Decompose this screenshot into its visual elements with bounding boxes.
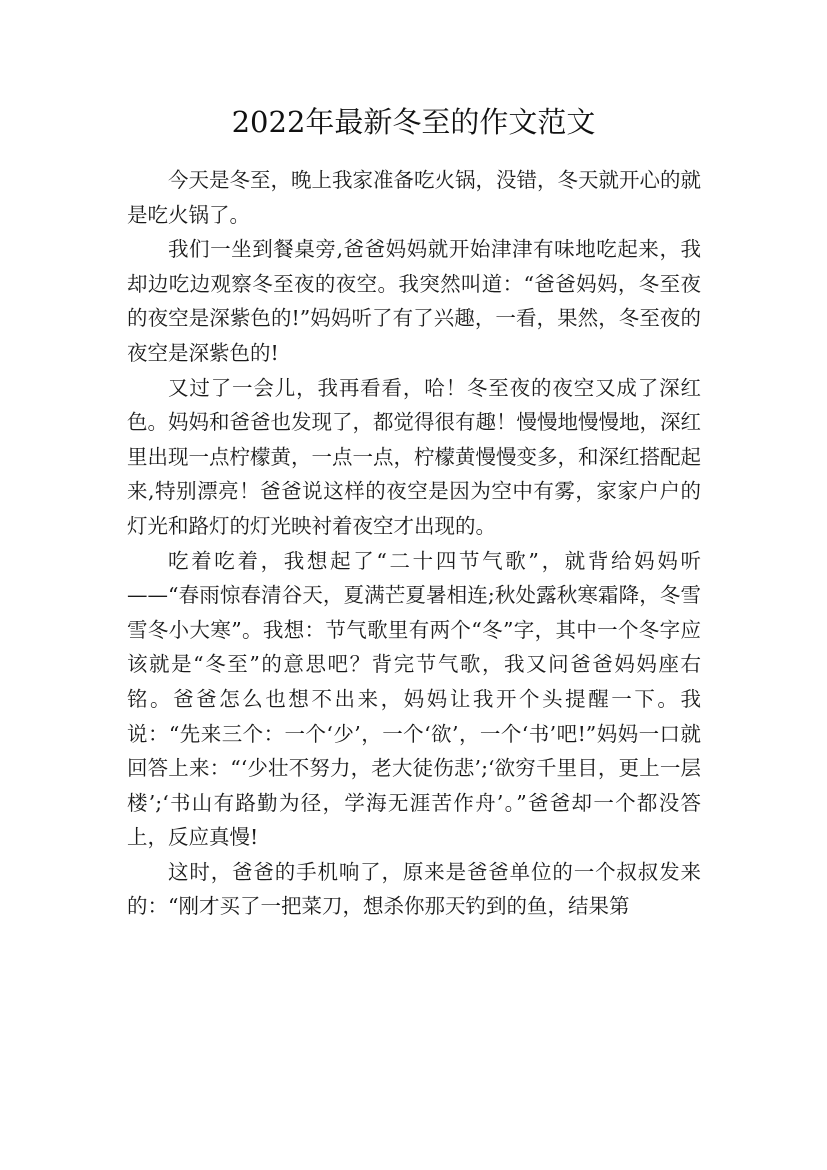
paragraph: 吃着吃着，我想起了“二十四节气歌”，就背给妈妈听——“春雨惊春清谷天，夏满芒夏暑相连;秋处露秋寒霜降，冬雪雪冬小大寒”。我想：节气歌里有两个“冬”字，其中一个冬字应该就是“冬至”的意思吧？背完节气歌，我又问爸爸妈妈座右铭。爸爸怎么也想不出来，妈妈让我开个头提醒一下。我说：“先来三个：一个‘少’，一个‘欲’，一个‘书’吧!”妈妈一口就回答上来：“‘少壮不努力，老大徒伤悲’;‘欲穷千里目，更上一层楼’;‘书山有路勤为径，学海无涯苦作舟’。”爸爸却一个都没答上，反应真慢!	[127, 548, 701, 850]
paragraph: 我们一坐到餐桌旁,爸爸妈妈就开始津津有味地吃起来，我却边吃边观察冬至夜的夜空。我突然叫道：“爸爸妈妈，冬至夜的夜空是深紫色的!”妈妈听了有了兴趣，一看，果然，冬至夜的夜空是深紫色的!	[127, 237, 701, 365]
paragraph: 今天是冬至，晚上我家准备吃火锅，没错，冬天就开心的就是吃火锅了。	[127, 168, 701, 227]
paragraph: 又过了一会儿，我再看看，哈！冬至夜的夜空又成了深红色。妈妈和爸爸也发现了，都觉得很有趣！慢慢地慢慢地，深红里出现一点柠檬黄，一点一点，柠檬黄慢慢变多，和深红搭配起来,特别漂亮！爸爸说这样的夜空是因为空中有雾，家家户户的灯光和路灯的灯光映衬着夜空才出现的。	[127, 375, 701, 538]
document-body	[127, 163, 701, 924]
document-title: 2022年最新冬至的作文范文	[231, 105, 596, 139]
paragraph: 这时，爸爸的手机响了，原来是爸爸单位的一个叔叔发来的：“刚才买了一把菜刀，想杀你那天钓到的鱼，结果第	[127, 859, 701, 919]
